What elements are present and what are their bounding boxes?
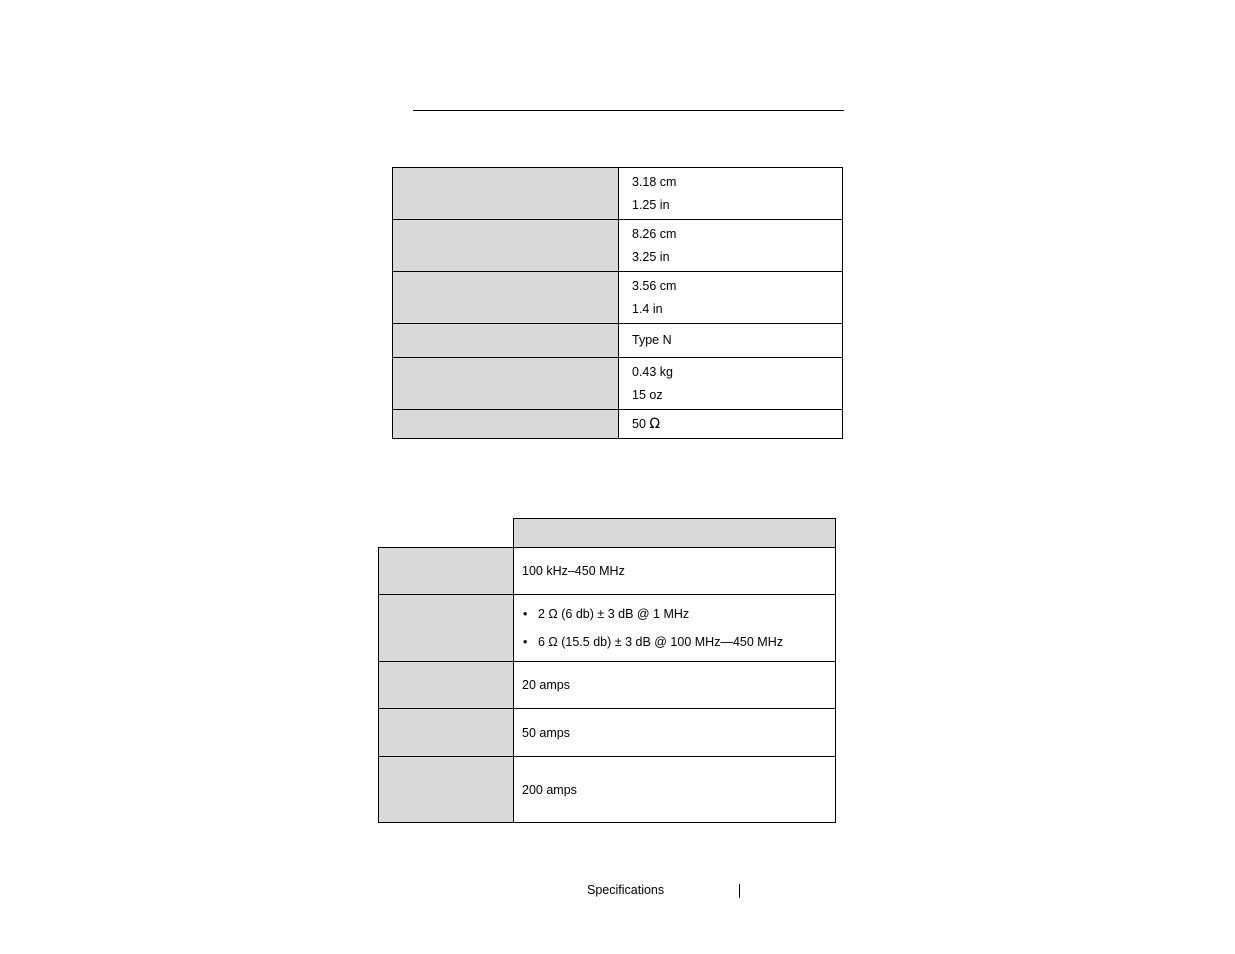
footer-section-label: Specifications xyxy=(587,883,665,897)
table-header-row xyxy=(379,519,836,548)
header-blank-cell xyxy=(379,519,514,548)
spec-value-connector: Type N xyxy=(632,333,672,347)
spec-value-metric: 0.43 kg xyxy=(632,364,674,379)
spec-label-cell xyxy=(379,595,514,662)
table-row xyxy=(393,410,843,439)
spec-value-cell xyxy=(619,324,843,358)
spec-value-cell xyxy=(619,168,843,220)
table-row xyxy=(393,168,843,220)
spec-label-cell xyxy=(393,410,619,439)
table-row xyxy=(393,358,843,410)
spec-label-cell xyxy=(393,168,619,220)
table-row xyxy=(379,709,836,757)
spec-value-cell xyxy=(514,595,836,662)
header-rule xyxy=(413,110,844,111)
spec-label-cell xyxy=(393,220,619,272)
table-row xyxy=(379,757,836,823)
table-row xyxy=(379,662,836,709)
table-row xyxy=(379,595,836,662)
list-item-text: 6 Ω (15.5 db) ± 3 dB @ 100 MHz—450 MHz xyxy=(538,635,783,649)
footer-divider xyxy=(739,884,740,898)
ohm-symbol: Ω xyxy=(649,415,661,432)
spec-label-cell xyxy=(379,548,514,595)
spec-value-cell: 20 amps xyxy=(514,662,836,709)
spec-value-metric: 8.26 cm xyxy=(632,226,677,241)
spec-value-cell xyxy=(619,358,843,410)
table-row xyxy=(379,548,836,595)
spec-value-cell: 100 kHz–450 MHz xyxy=(514,548,836,595)
physical-specs-table xyxy=(392,167,843,439)
list-item xyxy=(522,628,835,656)
spec-label-cell xyxy=(379,757,514,823)
spec-value-cell xyxy=(619,220,843,272)
spec-value-metric: 3.56 cm xyxy=(632,278,677,293)
spec-label-cell xyxy=(379,709,514,757)
spec-value-impedance: 50 xyxy=(632,416,646,431)
bullet-icon: • xyxy=(523,635,528,649)
list-item-text: 2 Ω (6 db) ± 3 dB @ 1 MHz xyxy=(538,607,690,621)
table-row xyxy=(393,324,843,358)
electrical-specs-table xyxy=(378,518,836,823)
table-row xyxy=(393,272,843,324)
header-cell xyxy=(514,519,836,548)
spec-label-cell xyxy=(393,272,619,324)
spec-value-cell: 200 amps xyxy=(514,757,836,823)
bullet-icon: • xyxy=(523,607,528,621)
spec-value-cell xyxy=(619,410,843,439)
table-row xyxy=(393,220,843,272)
spec-value-imperial: 1.25 in xyxy=(632,197,670,212)
spec-label-cell xyxy=(393,324,619,358)
spec-value-imperial: 3.25 in xyxy=(632,249,670,264)
spec-value-cell: 50 amps xyxy=(514,709,836,757)
bullet-list xyxy=(522,600,835,656)
spec-label-cell xyxy=(379,662,514,709)
spec-value-imperial: 1.4 in xyxy=(632,301,663,316)
list-item xyxy=(522,600,835,628)
spec-label-cell xyxy=(393,358,619,410)
spec-value-cell xyxy=(619,272,843,324)
spec-value-metric: 3.18 cm xyxy=(632,174,677,189)
spec-value-imperial: 15 oz xyxy=(632,387,663,402)
